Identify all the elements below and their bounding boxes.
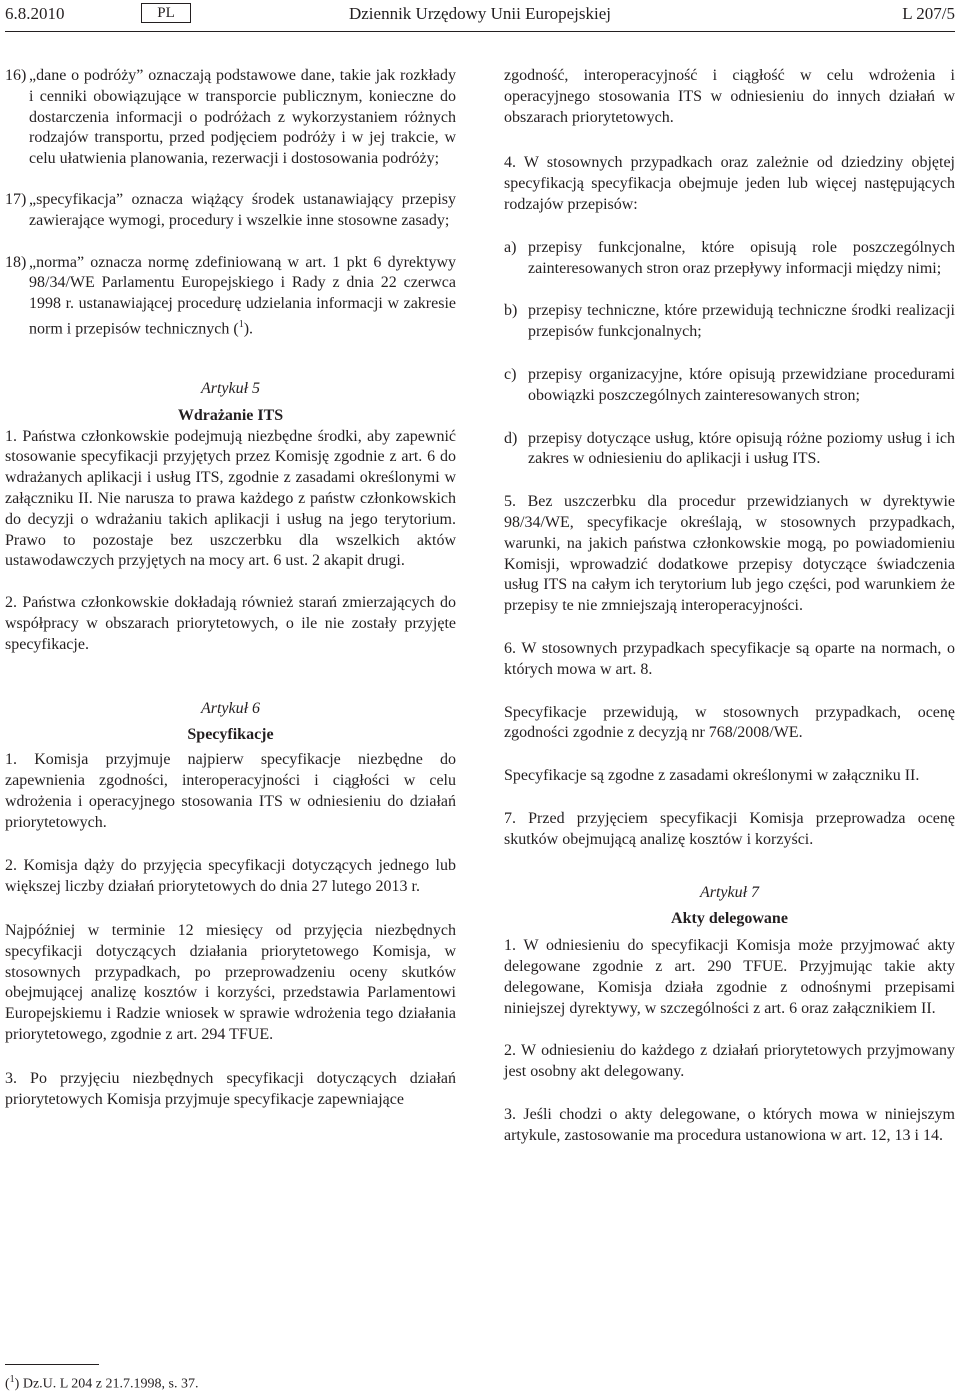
article-6-paragraph-6-c: Specyfikacje są zgodne z zasadami określonymi w załączniku II.	[504, 767, 920, 785]
article-7-paragraph-2: 2. W odniesieniu do każdego z działań priorytetowych przyjmowany jest osobny akt delegowany.	[504, 1042, 955, 1081]
header-rule	[5, 31, 955, 32]
article-5-title: Wdrażanie ITS	[177, 406, 284, 424]
article-6-paragraph-4: 4. W stosownych przypadkach oraz zależnie od dziedziny objętej specyfikacją specyfikacja obejmuje jeden lub więcej następujących rodzajów przepisów:	[504, 154, 955, 213]
definition-number: 17)	[5, 190, 27, 208]
definition-text: „norma” oznacza normę zdefiniowaną w art. 1 pkt 6 dyrektywy 98/34/WE Parlamentu Europejskiego i Rady z dnia 22 czerwca 1998 r. ustanawiającej procedurę udzielania informacji w zakresie norm i przepisów technicznych ($^1$).	[29, 253, 456, 338]
footnote: ($^1$) Dz.U. L 204 z 21.7.1998, s. 37.	[5, 1374, 199, 1392]
footnote-text: Dz.U. L 204 z 21.7.1998, s. 37.	[22, 1376, 199, 1392]
definition-17	[5, 190, 456, 232]
list-item: d) przepisy dotyczące usług, które opisują różne poziomy usług i ich zakres w odniesieniu do aplikacji i usług ITS.	[504, 429, 955, 468]
article-6-paragraph-2-continued: Najpóźniej w terminie 12 miesięcy od przyjęcia niezbędnych specyfikacji dotyczących działania priorytetowego Komisja, w stosownych przypadkach, po przeprowadzeniu oceny skutków obejmującej analizę kosztów i korzyści, przedstawia Parlamentowi Europejskiemu i Radzie wniosek w sprawie wdrożenia tego działania priorytetowego, zgodnie z art. 294 TFUE.	[5, 922, 456, 1044]
article-7-paragraph-3: 3. Jeśli chodzi o akty delegowane, o których mowa w niniejszym artykule, zastosowanie ma procedura ustanowiona w art. 12, 13 i 14.	[504, 1105, 955, 1144]
list-item: b) przepisy techniczne, które przewidują techniczne środki realizacji przepisów funkcjonalnych;	[504, 302, 955, 341]
page-header	[5, 4, 955, 28]
page-number: L 207/5	[902, 4, 955, 23]
article-6-paragraph-6-b: Specyfikacje przewidują, w stosownych przypadkach, ocenę zgodności zgodnie z decyzją nr 768/2008/WE.	[504, 703, 955, 742]
article-7-paragraph-1: 1. W odniesieniu do specyfikacji Komisja może przyjmować akty delegowane zgodnie z art. 290 TFUE. Przyjmując takie akty delegowane, Komisja działa zgodnie z odnośnymi przepisami niniejszej dyrektywy, w szczególności z art. 6 oraz załącznikiem II.	[504, 937, 955, 1017]
footnote-reference[interactable]: 1	[238, 318, 244, 330]
definition-number: 18)	[5, 253, 27, 271]
right-column	[504, 66, 955, 1146]
definition-text: „specyfikacja” oznacza wiążący środek ustanawiający przepisy zawierające wymogi, procedury i wszelkie inne stosowne zasady;	[29, 190, 456, 229]
article-6-paragraph-7: 7. Przed przyjęciem specyfikacji Komisja przeprowadza ocenę skutków obejmującą analizę kosztów i korzyści.	[504, 809, 955, 848]
article-6-label: Artykuł 6	[200, 699, 261, 717]
article-6-paragraph-1: 1. Komisja przyjmuje najpierw specyfikacje niezbędne do zapewnienia zgodności, interoperacyjności i ciągłości w celu wdrożenia i operacyjnego stosowania ITS w odniesieniu do działań priorytetowych.	[5, 751, 456, 831]
article-6-paragraph-3: 3. Po przyjęciu niezbędnych specyfikacji dotyczących działań priorytetowych Komisja przyjmuje specyfikacje zapewniające	[5, 1069, 456, 1108]
article-7-label: Artykuł 7	[699, 883, 760, 901]
article-7-title: Akty delegowane	[671, 910, 788, 928]
journal-title: Dziennik Urzędowy Unii Europejskiej	[348, 4, 611, 23]
article-5-label: Artykuł 5	[200, 380, 261, 398]
article-6-paragraph-6: 6. W stosownych przypadkach specyfikacje są oparte na normach, o których mowa w art. 8.	[504, 639, 955, 678]
article-6-paragraph-5: 5. Bez uszczerbku dla procedur przewidzianych w dyrektywie 98/34/WE, specyfikacje określają, w stosownych przypadkach, warunki, na jakich państwa członkowskie mogą, po powiadomieniu Komisji, wprowadzić dodatkowe przepisy dotyczące świadczenia usług ITS na całym ich terytorium lub jego części, pod warunkiem że przepisy te nie zmniejszają interoperacyjności.	[504, 493, 955, 615]
definition-text: „dane o podróży” oznaczają podstawowe dane, takie jak rozkłady i cenniki obowiązujące w transporcie publicznym, konieczne do dostarczenia informacji o podróżach z wykorzystaniem różnych rodzajów transportu, przed podjęciem podróży i w jej trakcie, w celu ułatwienia planowania, rezerwacji i dostosowania podróży;	[29, 67, 456, 168]
article-5-paragraph-2: 2. Państwa członkowskie dokładają również starań zmierzających do współpracy w obszarach priorytetowych, o ile nie zostały przyjęte specyfikacje.	[5, 594, 456, 653]
list-item: c) przepisy organizacyjne, które opisują przewidziane procedurami obowiązki poszczególnych zainteresowanych stron;	[504, 365, 955, 404]
definition-16	[5, 66, 456, 170]
footnote-marker: 1	[9, 1374, 15, 1385]
paragraph-continuation: zgodność, interoperacyjność i ciągłość w celu wdrożenia i operacyjnego stosowania ITS w odniesieniu do innych działań w obszarach priorytetowych.	[504, 67, 955, 126]
definition-18	[5, 253, 456, 341]
language-box: PL	[141, 3, 191, 23]
issue-date: 6.8.2010	[5, 4, 65, 23]
left-column	[5, 66, 456, 1110]
definition-number: 16)	[5, 67, 27, 84]
article-6-paragraph-2: 2. Komisja dąży do przyjęcia specyfikacji dotyczących jednego lub większej liczby działań priorytetowych do dnia 27 lutego 2013 r.	[5, 857, 456, 896]
list-item: a) przepisy funkcjonalne, które opisują role poszczególnych zainteresowanych stron oraz przepływy informacji między nimi;	[504, 238, 955, 277]
article-6-title: Specyfikacje	[187, 726, 274, 744]
footnote-rule	[5, 1364, 99, 1365]
article-5-paragraph-1: 1. Państwa członkowskie podejmują niezbędne środki, aby zapewnić stosowanie specyfikacji przyjętych przez Komisję zgodnie z art. 6 do wdrażanych aplikacji i usług ITS, zgodnie z zasadami określonymi w załączniku II. Nie narusza to prawa każdego z państw członkowskich do decyzji o wdrażaniu takich aplikacji i usług na jego terytorium. Prawo to pozostaje bez uszczerbku dla wszelkich aktów ustawodawczych przyjętych na mocy art. 6 ust. 2 akapit drugi.	[5, 427, 456, 570]
